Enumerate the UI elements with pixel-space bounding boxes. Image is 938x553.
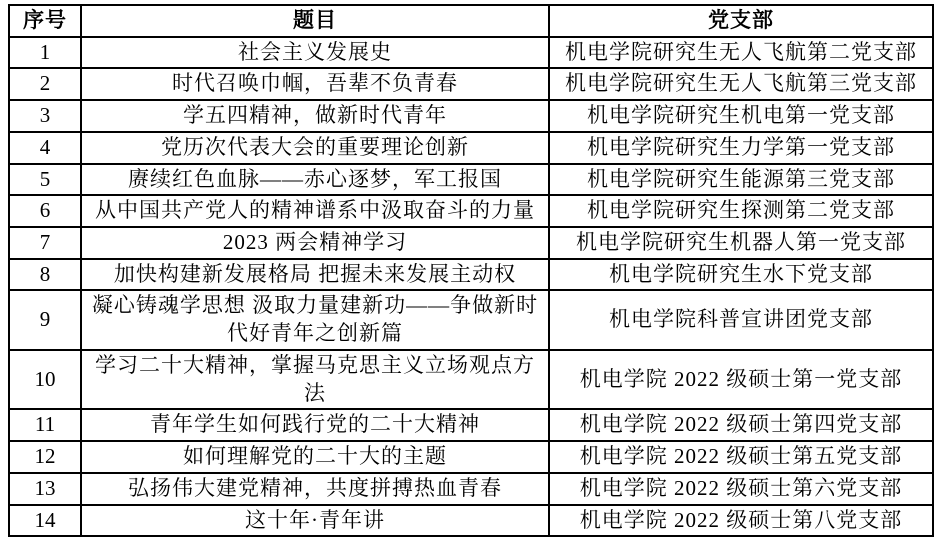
party-branch-cell: 机电学院 2022 级硕士第一党支部 (549, 350, 933, 409)
serial-number-cell: 6 (9, 195, 81, 227)
topics-table (8, 4, 934, 537)
table-row (9, 132, 933, 164)
table-row (9, 290, 933, 349)
topic-title-cell: 学习二十大精神，掌握马克思主义立场观点方法 (81, 350, 549, 409)
header-topic-title: 题目 (81, 5, 549, 37)
topic-title-cell: 加快构建新发展格局 把握未来发展主动权 (81, 259, 549, 291)
party-branch-cell: 机电学院 2022 级硕士第四党支部 (549, 409, 933, 441)
topic-title-cell: 弘扬伟大建党精神，共度拼搏热血青春 (81, 473, 549, 505)
serial-number-cell: 4 (9, 132, 81, 164)
party-branch-cell: 机电学院 2022 级硕士第六党支部 (549, 473, 933, 505)
serial-number-cell: 5 (9, 164, 81, 196)
table-row (9, 441, 933, 473)
party-branch-cell: 机电学院研究生无人飞航第三党支部 (549, 68, 933, 100)
party-branch-cell: 机电学院 2022 级硕士第五党支部 (549, 441, 933, 473)
party-branch-cell: 机电学院 2022 级硕士第八党支部 (549, 505, 933, 537)
serial-number-cell: 8 (9, 259, 81, 291)
topic-title-cell: 党历次代表大会的重要理论创新 (81, 132, 549, 164)
topic-title-cell: 社会主义发展史 (81, 37, 549, 69)
party-branch-cell: 机电学院研究生无人飞航第二党支部 (549, 37, 933, 69)
topic-title-cell: 从中国共产党人的精神谱系中汲取奋斗的力量 (81, 195, 549, 227)
table-row (9, 68, 933, 100)
serial-number-cell: 2 (9, 68, 81, 100)
header-row (9, 5, 933, 37)
table-row (9, 164, 933, 196)
header-party-branch: 党支部 (549, 5, 933, 37)
table-row (9, 195, 933, 227)
topic-title-cell: 凝心铸魂学思想 汲取力量建新功——争做新时代好青年之创新篇 (81, 290, 549, 349)
topic-title-cell: 学五四精神，做新时代青年 (81, 100, 549, 132)
table-row (9, 100, 933, 132)
table-row (9, 505, 933, 537)
party-branch-cell: 机电学院研究生机器人第一党支部 (549, 227, 933, 259)
serial-number-cell: 3 (9, 100, 81, 132)
serial-number-cell: 13 (9, 473, 81, 505)
party-branch-cell: 机电学院科普宣讲团党支部 (549, 290, 933, 349)
party-branch-cell: 机电学院研究生力学第一党支部 (549, 132, 933, 164)
table-body (9, 37, 933, 537)
party-branch-cell: 机电学院研究生探测第二党支部 (549, 195, 933, 227)
topic-title-cell: 时代召唤巾帼，吾辈不负青春 (81, 68, 549, 100)
topic-title-cell: 2023 两会精神学习 (81, 227, 549, 259)
serial-number-cell: 12 (9, 441, 81, 473)
table-row (9, 227, 933, 259)
serial-number-cell: 10 (9, 350, 81, 409)
serial-number-cell: 7 (9, 227, 81, 259)
topic-title-cell: 赓续红色血脉——赤心逐梦，军工报国 (81, 164, 549, 196)
table-row (9, 473, 933, 505)
topic-title-cell: 如何理解党的二十大的主题 (81, 441, 549, 473)
table-row (9, 259, 933, 291)
table-row (9, 350, 933, 409)
header-serial-number: 序号 (9, 5, 81, 37)
table-row (9, 37, 933, 69)
document-page (8, 4, 932, 537)
party-branch-cell: 机电学院研究生水下党支部 (549, 259, 933, 291)
serial-number-cell: 14 (9, 505, 81, 537)
serial-number-cell: 11 (9, 409, 81, 441)
topic-title-cell: 这十年·青年讲 (81, 505, 549, 537)
table-row (9, 409, 933, 441)
serial-number-cell: 1 (9, 37, 81, 69)
party-branch-cell: 机电学院研究生机电第一党支部 (549, 100, 933, 132)
serial-number-cell: 9 (9, 290, 81, 349)
topic-title-cell: 青年学生如何践行党的二十大精神 (81, 409, 549, 441)
party-branch-cell: 机电学院研究生能源第三党支部 (549, 164, 933, 196)
